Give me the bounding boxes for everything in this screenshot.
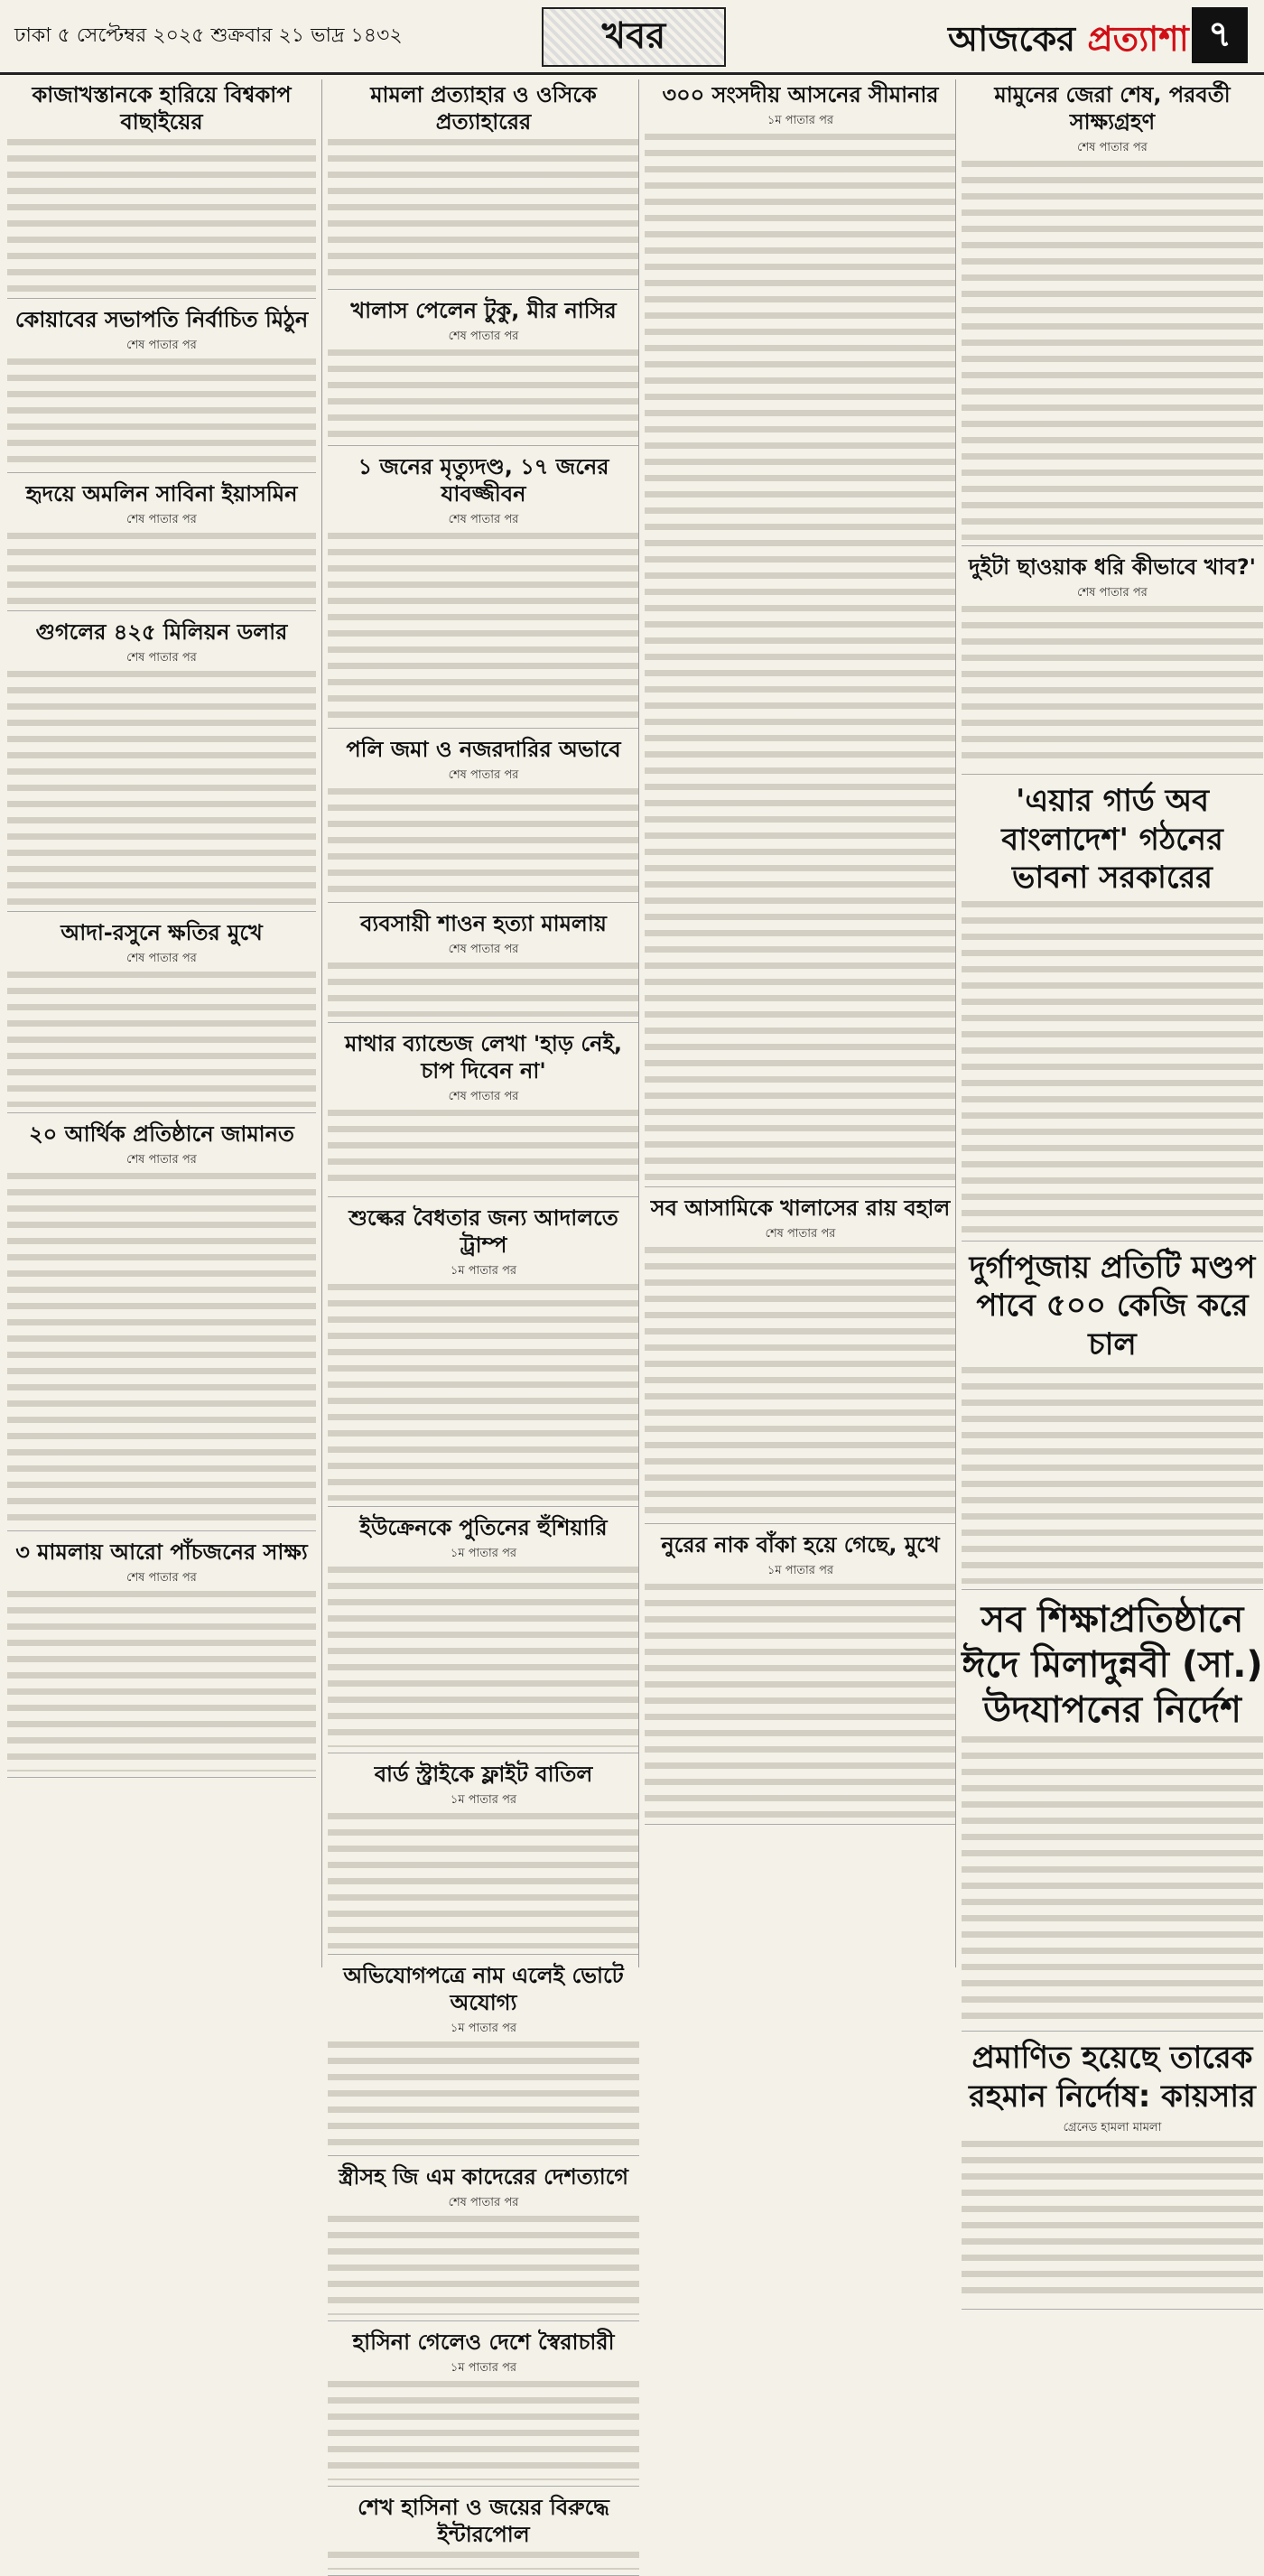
column-2 (321, 79, 639, 2547)
article-continuation-note: শেষ পাতার পর (448, 1090, 519, 1103)
news-article (7, 306, 316, 473)
article-continuation-note: গ্রেনেড হামলা মামলা (1063, 2121, 1162, 2134)
news-article (328, 81, 639, 290)
article-headline: মাথার ব্যান্ডেজ লেখা 'হাড় নেই, চাপ দিবেন না' (344, 1031, 623, 1083)
article-text-lines (962, 606, 1263, 768)
news-article (328, 2163, 639, 2321)
brand-prefix: আজকের (948, 18, 1088, 59)
article-headline: পলি জমা ও নজরদারির অভাবে (346, 737, 621, 762)
news-article (328, 1204, 639, 1507)
news-article (328, 453, 639, 729)
article-text-lines (962, 1736, 1263, 2025)
article-headline: প্রমাণিত হয়েছে তারেক রহমান নির্দোষ: কায়সার (969, 2040, 1256, 2115)
article-text-lines (7, 1591, 316, 1772)
article-text-lines (328, 2552, 639, 2570)
article-continuation-note: শেষ পাতার পর (448, 768, 519, 782)
article-continuation-note: ১ম পাতার পর (767, 1564, 834, 1577)
article-continuation-note: ১ম পাতার পর (450, 2361, 517, 2375)
article-continuation-note: ১ম পাতার পর (450, 1793, 517, 1807)
article-continuation-note: শেষ পাতার পর (126, 339, 197, 352)
news-article (7, 81, 316, 299)
article-text-lines (962, 2141, 1263, 2303)
news-article (7, 919, 316, 1113)
article-continuation-note: শেষ পাতার পর (126, 952, 197, 965)
article-continuation-note: শেষ পাতার পর (448, 943, 519, 956)
article-headline: হৃদয়ে অমলিন সাবিনা ইয়াসমিন (25, 481, 298, 507)
news-article (328, 1030, 639, 1197)
news-article (645, 81, 956, 1187)
article-headline: আদা-রসুনে ক্ষতির মুখে (60, 920, 263, 945)
article-headline: ২০ আর্থিক প্রতিষ্ঠানে জামানত (29, 1121, 294, 1147)
article-headline: দুর্গাপূজায় প্রতিটি মণ্ডপ পাবে ৫০০ কেজি করে চাল (969, 1249, 1256, 1362)
article-headline: কাজাখস্তানকে হারিয়ে বিশ্বকাপ বাছাইয়ের (32, 82, 292, 135)
article-headline: গুগলের ৪২৫ মিলিয়ন ডলার (35, 619, 288, 645)
article-headline: শুল্কের বৈধতার জন্য আদালতে ট্রাম্প (349, 1205, 618, 1258)
article-text-lines (328, 533, 639, 722)
article-headline: ৩ মামলায় আরো পাঁচজনের সাক্ষ্য (15, 1539, 308, 1565)
article-headline: ব্যবসায়ী শাওন হত্যা মামলায় (360, 911, 607, 936)
article-text-lines (328, 788, 639, 897)
article-text-lines (328, 139, 639, 284)
article-headline: কোয়াবের সভাপতি নির্বাচিত মিঠুন (14, 307, 309, 332)
news-article (962, 782, 1263, 1242)
article-continuation-note: শেষ পাতার পর (126, 513, 197, 526)
article-continuation-note: ১ম পাতার পর (450, 2022, 517, 2035)
masthead (0, 0, 1264, 75)
article-headline: শেখ হাসিনা ও জয়ের বিরুদ্ধে ইন্টারপোল (358, 2495, 609, 2547)
article-text-lines (645, 1247, 956, 1518)
news-article (328, 1514, 639, 1753)
article-text-lines (328, 1813, 639, 1948)
article-headline: সব শিক্ষাপ্রতিষ্ঠানে ঈদে মিলাদুন্নবী (সা.) উদযাপনের নির্দেশ (962, 1599, 1263, 1731)
article-continuation-note: শেষ পাতার পর (126, 1153, 197, 1167)
news-article (962, 553, 1263, 775)
article-continuation-note: ১ম পাতার পর (450, 1264, 517, 1278)
article-text-lines (7, 139, 316, 293)
article-headline: সব আসামিকে খালাসের রায় বহাল (650, 1195, 951, 1221)
article-continuation-note: শেষ পাতার পর (448, 330, 519, 343)
article-text-lines (645, 1584, 956, 1818)
article-headline: স্ত্রীসহ জি এম কাদেরের দেশত্যাগে (338, 2164, 629, 2190)
news-article (645, 1531, 956, 1825)
article-continuation-note: ১ম পাতার পর (767, 114, 834, 127)
article-continuation-note: শেষ পাতার পর (1077, 586, 1148, 600)
news-article (962, 81, 1263, 546)
article-headline: মামুনের জেরা শেষ, পরবর্তী সাক্ষ্যগ্রহণ (994, 82, 1231, 135)
date-line: ঢাকা ৫ সেপ্টেম্বর ২০২৫ শুক্রবার ২১ ভাদ্র ১৪৩২ (14, 24, 403, 47)
article-text-lines (962, 901, 1263, 1235)
column-4 (955, 79, 1263, 2134)
news-article (328, 297, 639, 446)
article-headline: ১ জনের মৃত্যুদণ্ড, ১৭ জনের যাবজ্জীবন (358, 454, 609, 507)
article-continuation-note: ১ম পাতার পর (450, 1547, 517, 1560)
article-text-lines (328, 1284, 639, 1501)
news-article (328, 1761, 639, 1955)
article-continuation-note: শেষ পাতার পর (448, 2196, 519, 2209)
article-headline: 'এয়ার গার্ড অব বাংলাদেশ' গঠনের ভাবনা সরকারের (1001, 783, 1223, 896)
article-text-lines (7, 671, 316, 906)
article-headline: ইউক্রেনকে পুতিনের হুঁশিয়ারি (359, 1515, 608, 1540)
brand-accent: প্রত্যাশা (1087, 18, 1189, 59)
article-text-lines (7, 972, 316, 1107)
article-text-lines (962, 1367, 1263, 1584)
article-headline: মামলা প্রত্যাহার ও ওসিকে প্রত্যাহারের (370, 82, 597, 135)
news-article (7, 480, 316, 611)
article-headline: খালাস পেলেন টুকু, মীর নাসির (350, 298, 617, 323)
article-text-lines (328, 963, 639, 1017)
section-title: খবর (542, 7, 726, 67)
brand-logo (948, 13, 1189, 70)
article-text-lines (328, 1110, 639, 1191)
article-text-lines (328, 2216, 639, 2315)
article-continuation-note: শেষ পাতার পর (765, 1227, 836, 1241)
article-continuation-note: শেষ পাতার পর (448, 513, 519, 526)
news-article (7, 1539, 316, 1778)
article-headline: ৩০০ সংসদীয় আসনের সীমানার (662, 82, 939, 107)
news-article (962, 2039, 1263, 2310)
news-article (645, 1195, 956, 1524)
article-headline: নুরের নাক বাঁকা হয়ে গেছে, মুখে (661, 1532, 940, 1558)
article-text-lines (328, 2041, 639, 2150)
article-headline: হাসিনা গেলেও দেশে স্বৈরাচারী (352, 2330, 615, 2355)
article-continuation-note: শেষ পাতার পর (126, 651, 197, 665)
article-headline: দুইটা ছাওয়াক ধরি কীভাবে খাব?' (969, 554, 1256, 580)
article-headline: বার্ড স্ট্রাইকে ফ্লাইট বাতিল (374, 1762, 593, 1787)
news-article (328, 1962, 639, 2156)
article-text-lines (328, 1567, 639, 1747)
article-text-lines (7, 358, 316, 467)
article-text-lines (962, 161, 1263, 540)
news-article (328, 2494, 639, 2576)
article-text-lines (7, 533, 316, 605)
article-continuation-note: শেষ পাতার পর (1077, 141, 1148, 154)
page-number: ৭ (1192, 7, 1248, 63)
article-text-lines (328, 349, 639, 440)
news-article (962, 1597, 1263, 2032)
column-3 (638, 79, 956, 1967)
article-continuation-note: শেষ পাতার পর (126, 1571, 197, 1585)
news-article (7, 1121, 316, 1531)
news-article (7, 618, 316, 912)
news-article (962, 1249, 1263, 1591)
news-article (328, 2329, 639, 2487)
article-text-lines (645, 134, 956, 1181)
article-text-lines (7, 1173, 316, 1525)
news-article (328, 910, 639, 1023)
article-headline: অভিযোগপত্রে নাম এলেই ভোটে অযোগ্য (343, 1963, 624, 2015)
news-article (328, 736, 639, 903)
column-1 (7, 79, 316, 1967)
article-text-lines (328, 2381, 639, 2480)
